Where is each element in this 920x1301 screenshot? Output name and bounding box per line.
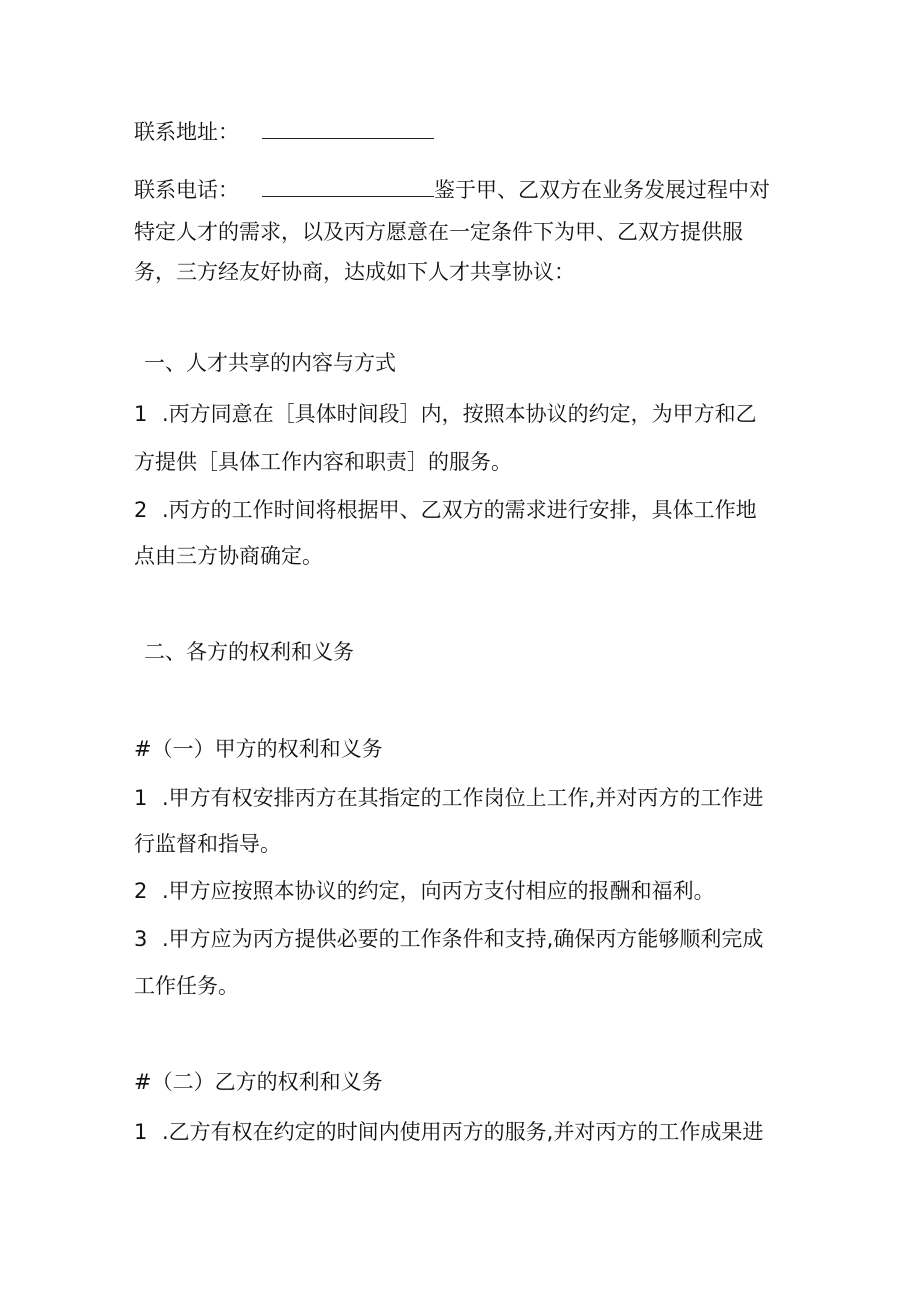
party-a-item-3-number: 3 <box>134 927 148 951</box>
party-a-item-3-line-2: 工作任务。 <box>134 974 239 998</box>
section-1-item-1-number: 1 <box>134 402 148 426</box>
party-a-item-1-number: 1 <box>134 786 148 810</box>
section-1-heading: 一、人才共享的内容与方式 <box>144 351 396 375</box>
section-1-item-1-line-1 <box>134 400 757 428</box>
contact-address-blank <box>262 118 434 139</box>
preamble-line-2: 特定人才的需求，以及丙方愿意在一定条件下为甲、乙双方提供服 <box>134 220 743 244</box>
party-a-item-3-line-1 <box>134 925 763 953</box>
party-a-item-3-text: .甲方应为丙方提供必要的工作条件和支持,确保丙方能够顺利完成 <box>162 927 764 951</box>
party-a-item-1-line-1 <box>134 784 763 812</box>
party-b-item-1-line-1 <box>134 1118 763 1146</box>
party-a-heading: #（一）甲方的权利和义务 <box>134 737 383 761</box>
party-b-heading: #（二）乙方的权利和义务 <box>134 1070 383 1094</box>
preamble-line-3: 务，三方经友好协商，达成如下人才共享协议： <box>134 260 575 284</box>
party-a-item-1-line-2: 行监督和指导。 <box>134 832 281 856</box>
section-2-heading: 二、各方的权利和义务 <box>144 640 354 664</box>
section-1-item-2-text: .丙方的工作时间将根据甲、乙双方的需求进行安排，具体工作地 <box>162 498 757 522</box>
section-1-item-1-text: .丙方同意在［具体时间段］内，按照本协议的约定，为甲方和乙 <box>162 402 757 426</box>
contact-address-row <box>134 118 434 146</box>
party-a-item-1-text: .甲方有权安排丙方在其指定的工作岗位上工作,并对丙方的工作进 <box>162 786 764 810</box>
section-1-item-2-number: 2 <box>134 498 148 522</box>
contact-phone-label: 联系电话： <box>134 178 239 202</box>
contact-phone-blank <box>262 176 434 197</box>
section-1-item-2-line-2: 点由三方协商确定。 <box>134 544 323 568</box>
party-a-item-2-text: .甲方应按照本协议的约定，向丙方支付相应的报酬和福利。 <box>162 879 715 903</box>
section-1-item-2-line-1 <box>134 496 757 524</box>
party-b-item-1-text: .乙方有权在约定的时间内使用丙方的服务,并对丙方的工作成果进 <box>162 1120 764 1144</box>
contact-address-label: 联系地址： <box>134 120 239 144</box>
party-b-item-1-number: 1 <box>134 1120 148 1144</box>
party-a-item-2-line-1 <box>134 877 715 905</box>
contact-phone-row <box>134 176 770 204</box>
party-a-item-2-number: 2 <box>134 879 148 903</box>
section-1-item-1-line-2: 方提供［具体工作内容和职责］的服务。 <box>134 450 512 474</box>
preamble-line-1: 鉴于甲、乙双方在业务发展过程中对 <box>434 178 770 202</box>
